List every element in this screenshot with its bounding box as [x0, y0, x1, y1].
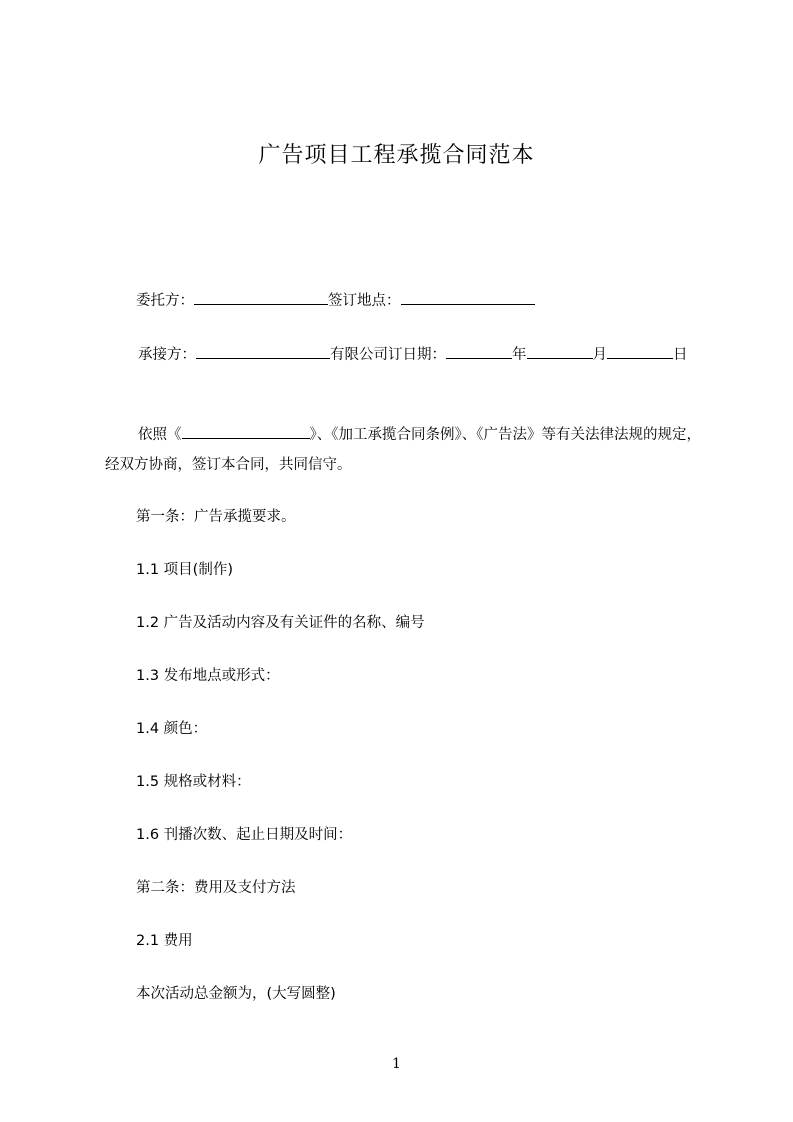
month-label: 月 — [592, 347, 607, 363]
contractor-label: 承接方： — [138, 347, 196, 363]
sign-place-blank — [401, 290, 535, 305]
year-blank — [446, 344, 512, 359]
total-amount-line: 本次活动总金额为，(大写圆整) — [136, 986, 336, 1002]
month-blank — [527, 344, 593, 359]
client-line — [105, 286, 705, 316]
contractor-blank — [196, 344, 330, 359]
document-title: 广告项目工程承揽合同范本 — [258, 143, 535, 168]
item-1-6: 1.6 刊播次数、起止日期及时间： — [136, 827, 353, 843]
client-label: 委托方： — [136, 293, 194, 309]
day-blank — [607, 344, 673, 359]
item-1-1: 1.1 项目(制作) — [136, 562, 233, 578]
item-2-1: 2.1 费用 — [136, 933, 193, 949]
basis-suffix: 》、《加工承揽合同条例》、《广告法》等有关法律法规的规定，经双方协商，签订本合同，共同信守。 — [105, 427, 701, 473]
day-label: 日 — [673, 347, 688, 363]
company-date-label: 有限公司订日期： — [330, 347, 446, 363]
item-1-4: 1.4 颜色： — [136, 721, 208, 737]
basis-paragraph — [105, 420, 705, 480]
article-1-heading: 第一条：广告承揽要求。 — [136, 509, 296, 525]
item-1-2: 1.2 广告及活动内容及有关证件的名称、编号 — [136, 615, 425, 631]
client-blank — [194, 290, 328, 305]
sign-place-label: 签订地点： — [328, 293, 401, 309]
item-1-5: 1.5 规格或材料： — [136, 774, 251, 790]
contractor-line — [105, 340, 705, 370]
item-1-3: 1.3 发布地点或形式： — [136, 668, 280, 684]
year-label: 年 — [512, 347, 527, 363]
law-name-blank — [182, 424, 310, 439]
page-number: 1 — [392, 1056, 401, 1072]
article-2-heading: 第二条：费用及支付方法 — [136, 880, 296, 896]
basis-prefix: 依照《 — [138, 427, 182, 443]
